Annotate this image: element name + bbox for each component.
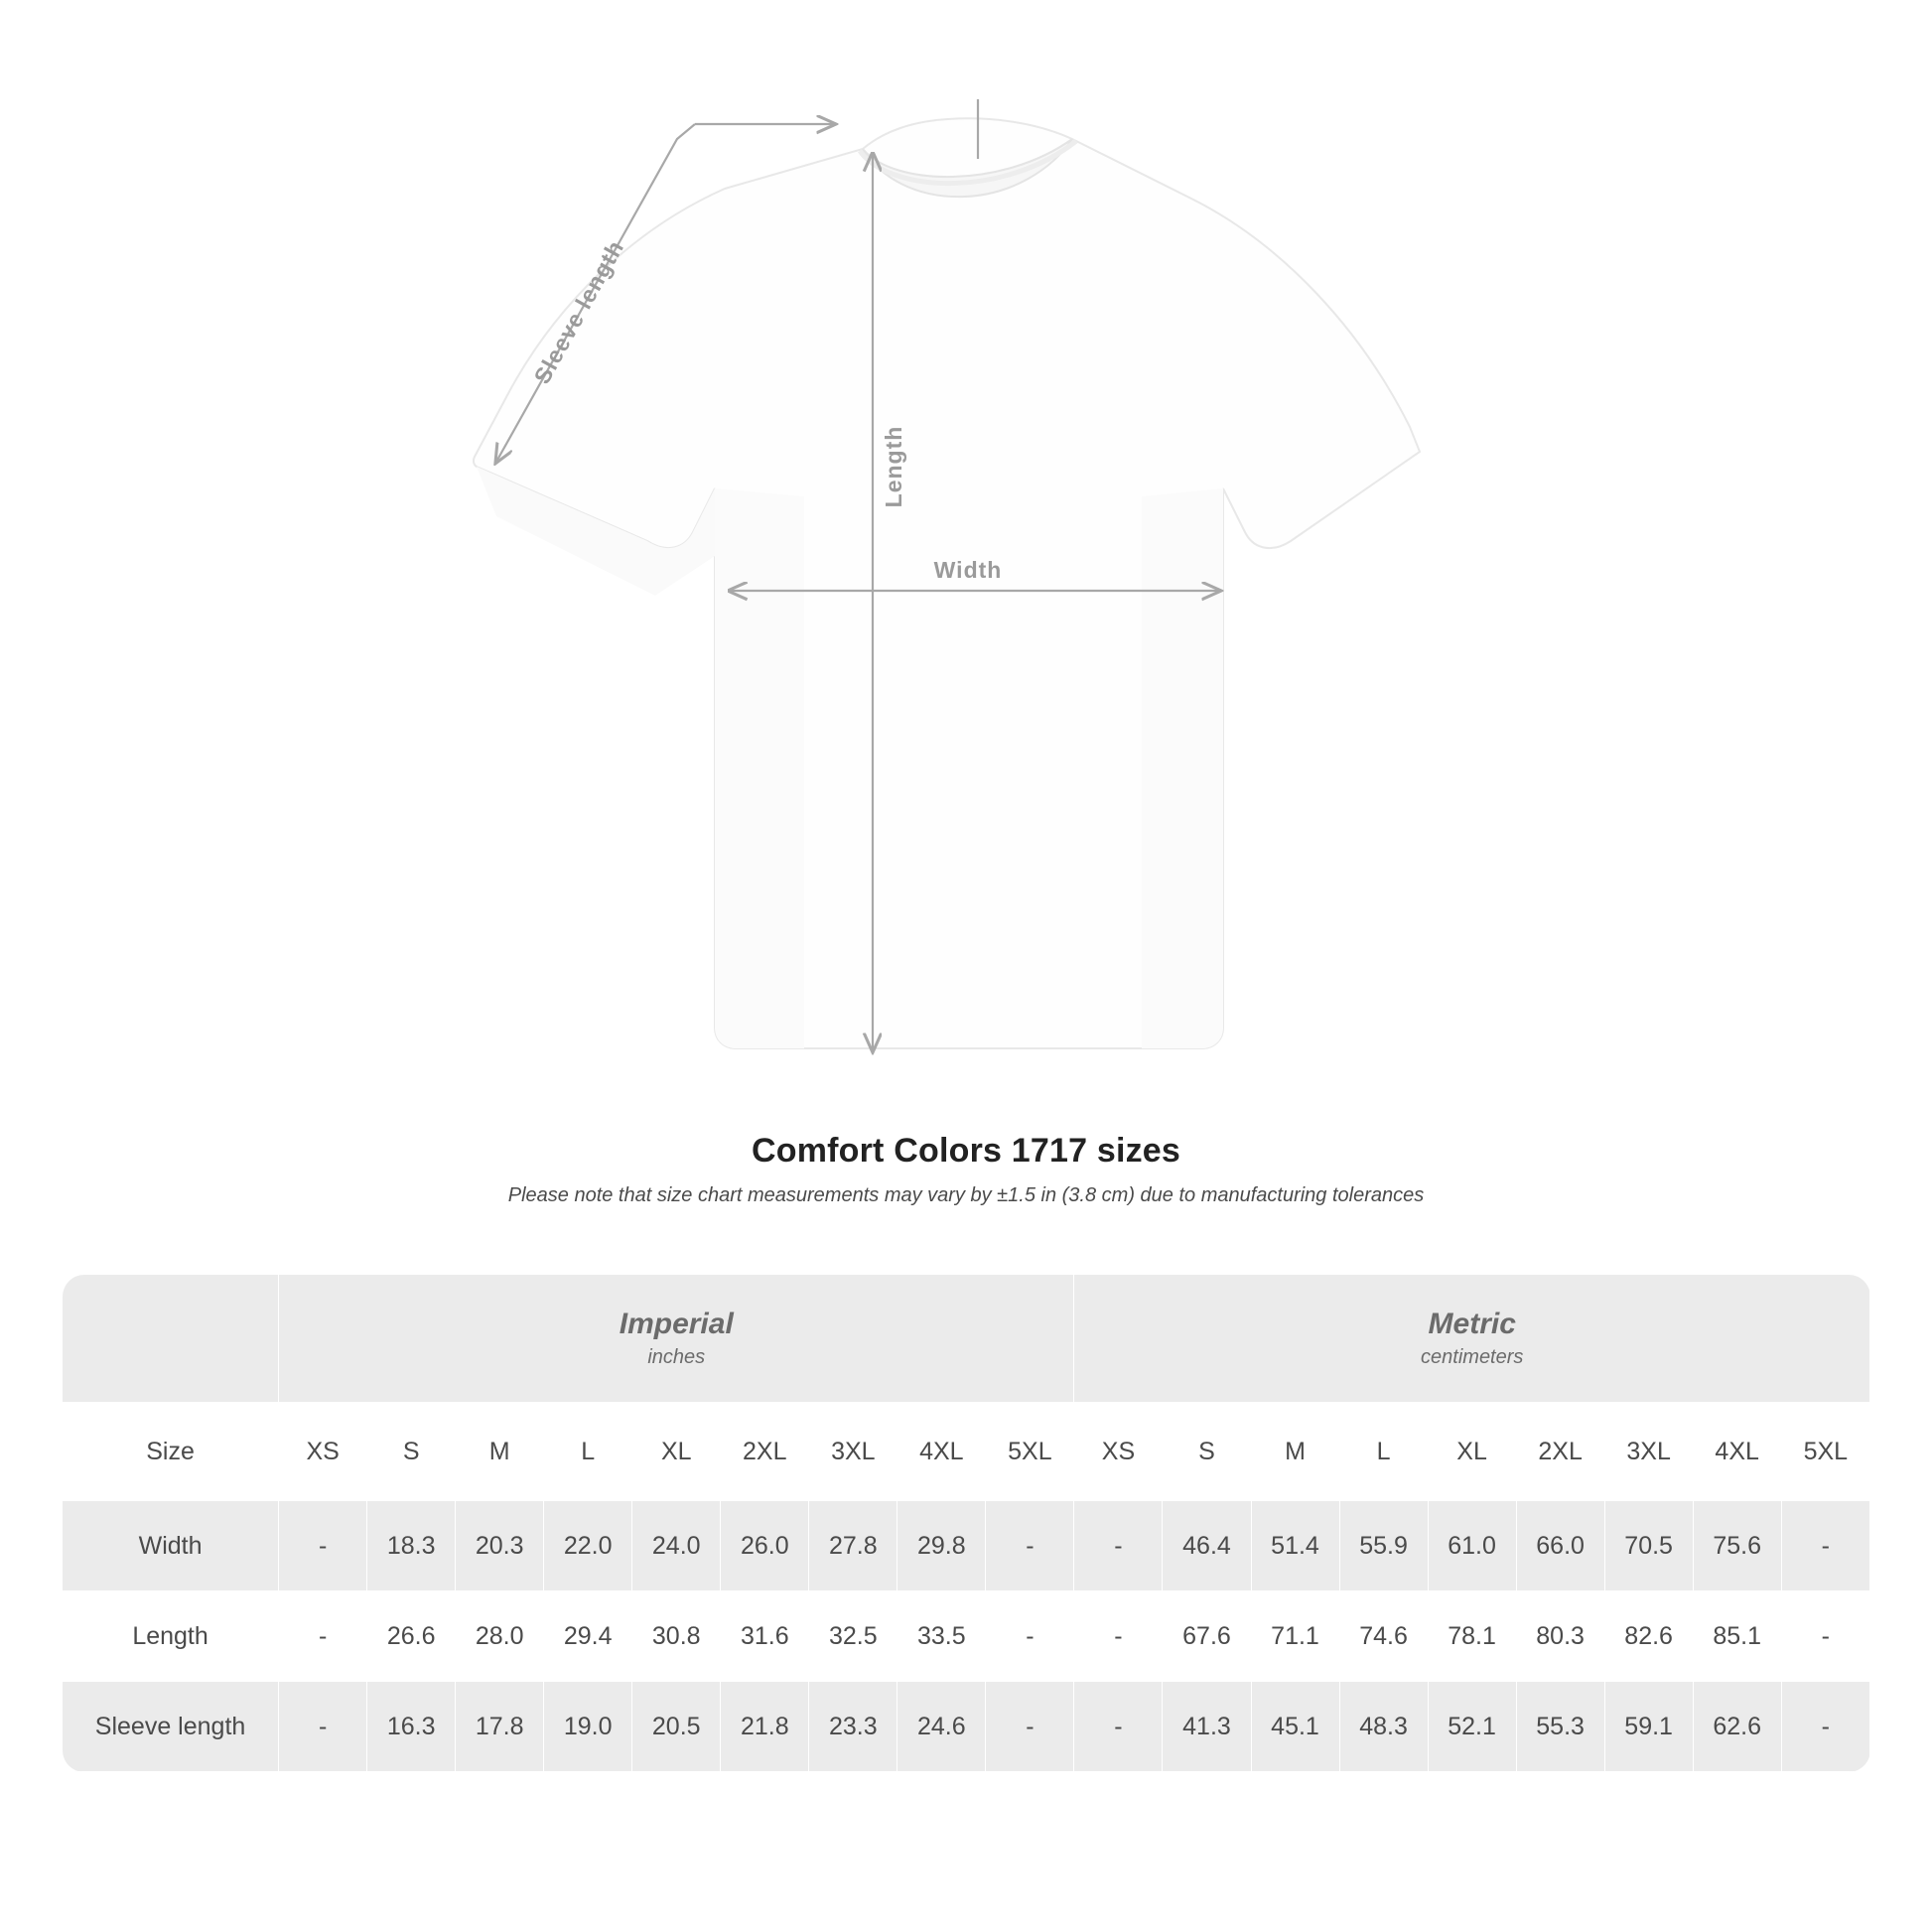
table-row-length <box>63 1591 1870 1682</box>
size-header-metric-xs: XS <box>1074 1403 1163 1501</box>
cell-sleeve-metric-l: 48.3 <box>1339 1682 1428 1772</box>
cell-width-metric-s: 46.4 <box>1163 1501 1251 1591</box>
length-label: Length <box>881 425 906 508</box>
cell-length-metric-5xl: - <box>1781 1591 1869 1682</box>
size-header-imperial-l: L <box>544 1403 632 1501</box>
cell-sleeve-metric-m: 45.1 <box>1251 1682 1339 1772</box>
size-header-metric-l: L <box>1339 1403 1428 1501</box>
cell-width-imperial-xs: - <box>279 1501 367 1591</box>
size-table-wrapper <box>62 1274 1870 1772</box>
cell-width-imperial-4xl: 29.8 <box>897 1501 986 1591</box>
unit-sub-metric: centimeters <box>1421 1345 1524 1368</box>
cell-length-imperial-s: 26.6 <box>367 1591 456 1682</box>
cell-length-imperial-3xl: 32.5 <box>809 1591 897 1682</box>
table-row-sleeve-length <box>63 1682 1870 1772</box>
size-header-imperial-2xl: 2XL <box>721 1403 809 1501</box>
cell-width-imperial-l: 22.0 <box>544 1501 632 1591</box>
size-header-imperial-s: S <box>367 1403 456 1501</box>
size-header-imperial-m: M <box>456 1403 544 1501</box>
cell-length-metric-l: 74.6 <box>1339 1591 1428 1682</box>
page-title: Comfort Colors 1717 sizes <box>751 1132 1181 1170</box>
tolerance-note: Please note that size chart measurements may vary by ±1.5 in (3.8 cm) due to manufacturing tolerances <box>507 1184 1425 1206</box>
cell-sleeve-metric-xl: 52.1 <box>1428 1682 1516 1772</box>
cell-width-metric-2xl: 66.0 <box>1516 1501 1604 1591</box>
cell-sleeve-imperial-4xl: 24.6 <box>897 1682 986 1772</box>
cell-length-metric-xs: - <box>1074 1591 1163 1682</box>
cell-width-imperial-s: 18.3 <box>367 1501 456 1591</box>
sleeve-length-label: Sleeve length <box>528 235 629 388</box>
unit-sub-imperial: inches <box>647 1345 706 1368</box>
row-label-sleeve-length: Sleeve length <box>63 1682 279 1772</box>
size-header-metric-5xl: 5XL <box>1781 1403 1869 1501</box>
cell-sleeve-imperial-s: 16.3 <box>367 1682 456 1772</box>
size-header-row <box>63 1403 1870 1501</box>
size-header-metric-s: S <box>1163 1403 1251 1501</box>
cell-length-imperial-l: 29.4 <box>544 1591 632 1682</box>
table-row-width <box>63 1501 1870 1591</box>
cell-width-metric-m: 51.4 <box>1251 1501 1339 1591</box>
cell-sleeve-imperial-l: 19.0 <box>544 1682 632 1772</box>
cell-sleeve-imperial-3xl: 23.3 <box>809 1682 897 1772</box>
cell-width-imperial-3xl: 27.8 <box>809 1501 897 1591</box>
cell-width-imperial-xl: 24.0 <box>632 1501 721 1591</box>
cell-width-metric-l: 55.9 <box>1339 1501 1428 1591</box>
cell-sleeve-metric-5xl: - <box>1781 1682 1869 1772</box>
cell-sleeve-imperial-xl: 20.5 <box>632 1682 721 1772</box>
size-header-metric-4xl: 4XL <box>1693 1403 1781 1501</box>
cell-length-imperial-4xl: 33.5 <box>897 1591 986 1682</box>
unit-header-blank <box>63 1275 279 1403</box>
unit-header-imperial <box>279 1275 1074 1403</box>
cell-width-imperial-5xl: - <box>986 1501 1074 1591</box>
unit-name-metric: Metric <box>1428 1308 1516 1341</box>
size-header-metric-xl: XL <box>1428 1403 1516 1501</box>
size-header-label: Size <box>63 1403 279 1501</box>
size-header-imperial-xl: XL <box>632 1403 721 1501</box>
unit-name-imperial: Imperial <box>619 1308 734 1341</box>
size-header-imperial-4xl: 4XL <box>897 1403 986 1501</box>
width-label: Width <box>933 557 1003 583</box>
cell-length-imperial-m: 28.0 <box>456 1591 544 1682</box>
size-header-metric-2xl: 2XL <box>1516 1403 1604 1501</box>
cell-width-metric-3xl: 70.5 <box>1604 1501 1693 1591</box>
cell-width-metric-4xl: 75.6 <box>1693 1501 1781 1591</box>
cell-length-imperial-2xl: 31.6 <box>721 1591 809 1682</box>
title-block <box>0 1132 1932 1207</box>
cell-width-metric-xs: - <box>1074 1501 1163 1591</box>
cell-width-imperial-m: 20.3 <box>456 1501 544 1591</box>
cell-sleeve-metric-2xl: 55.3 <box>1516 1682 1604 1772</box>
unit-header-metric <box>1074 1275 1870 1403</box>
cell-sleeve-metric-xs: - <box>1074 1682 1163 1772</box>
cell-sleeve-imperial-5xl: - <box>986 1682 1074 1772</box>
cell-length-metric-3xl: 82.6 <box>1604 1591 1693 1682</box>
size-header-metric-m: M <box>1251 1403 1339 1501</box>
cell-width-metric-xl: 61.0 <box>1428 1501 1516 1591</box>
size-table <box>62 1274 1870 1772</box>
cell-sleeve-imperial-xs: - <box>279 1682 367 1772</box>
cell-sleeve-imperial-m: 17.8 <box>456 1682 544 1772</box>
row-label-length: Length <box>63 1591 279 1682</box>
cell-length-metric-xl: 78.1 <box>1428 1591 1516 1682</box>
size-header-metric-3xl: 3XL <box>1604 1403 1693 1501</box>
size-header-imperial-5xl: 5XL <box>986 1403 1074 1501</box>
cell-width-imperial-2xl: 26.0 <box>721 1501 809 1591</box>
cell-length-metric-s: 67.6 <box>1163 1591 1251 1682</box>
cell-length-metric-2xl: 80.3 <box>1516 1591 1604 1682</box>
unit-header-row <box>63 1275 1870 1403</box>
cell-width-metric-5xl: - <box>1781 1501 1869 1591</box>
size-header-imperial-xs: XS <box>279 1403 367 1501</box>
cell-sleeve-imperial-2xl: 21.8 <box>721 1682 809 1772</box>
cell-sleeve-metric-4xl: 62.6 <box>1693 1682 1781 1772</box>
cell-length-imperial-xs: - <box>279 1591 367 1682</box>
cell-length-imperial-xl: 30.8 <box>632 1591 721 1682</box>
cell-length-metric-m: 71.1 <box>1251 1591 1339 1682</box>
row-label-width: Width <box>63 1501 279 1591</box>
cell-sleeve-metric-3xl: 59.1 <box>1604 1682 1693 1772</box>
cell-length-metric-4xl: 85.1 <box>1693 1591 1781 1682</box>
cell-sleeve-metric-s: 41.3 <box>1163 1682 1251 1772</box>
size-header-imperial-3xl: 3XL <box>809 1403 897 1501</box>
cell-length-imperial-5xl: - <box>986 1591 1074 1682</box>
